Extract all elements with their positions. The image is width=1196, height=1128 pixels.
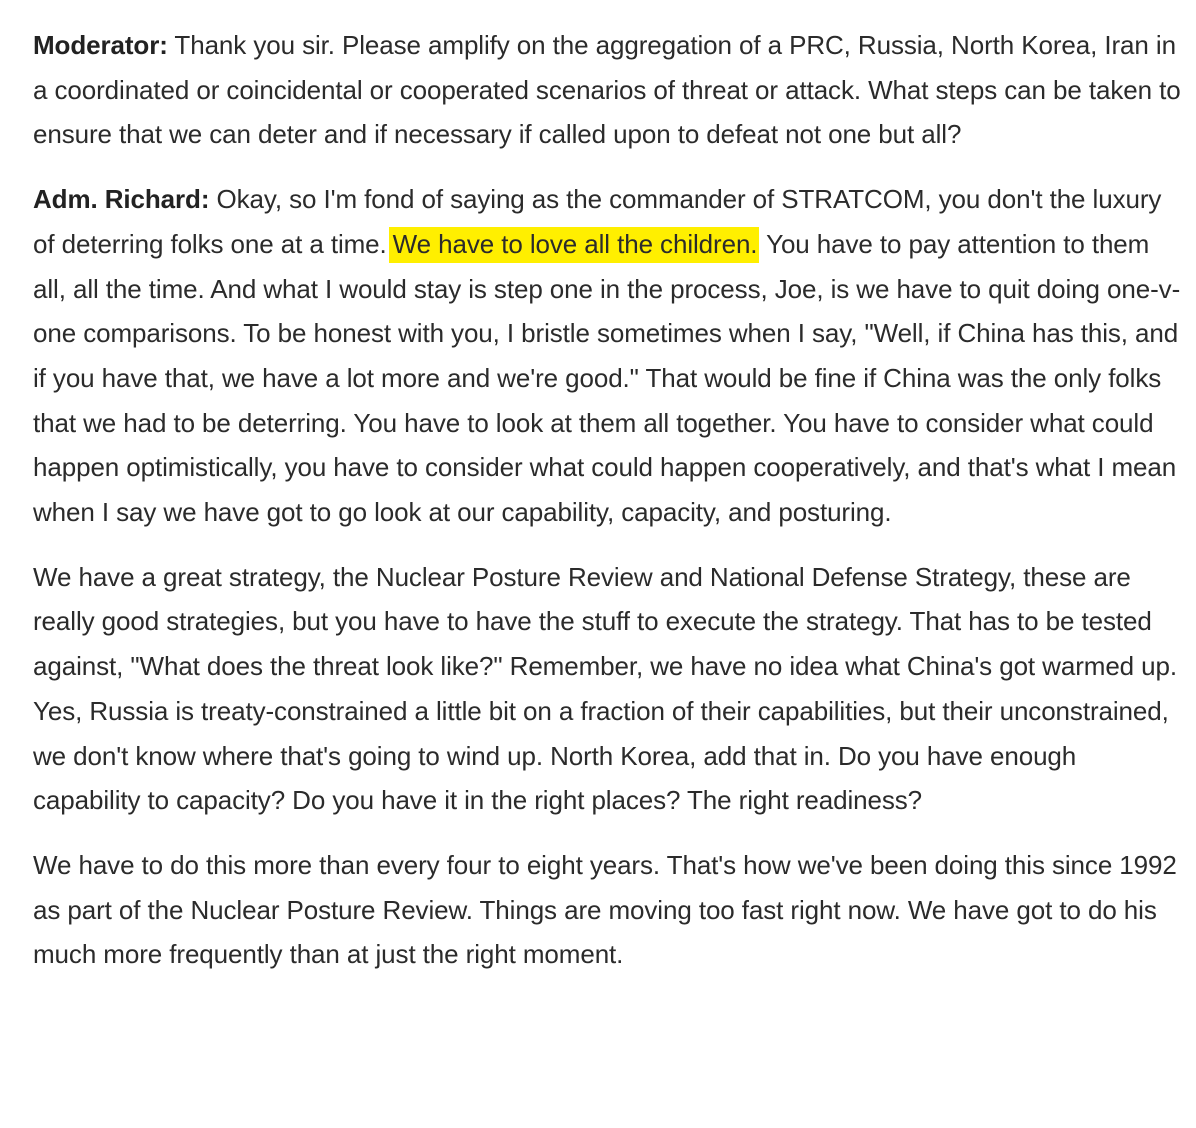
richard-text-after-highlight: You have to pay attention to them all, all the time. And what I would stay is step one in the process, Joe, is we have to quit doing one-v-one comparisons. To be honest with you, I bristle sometimes when I say, "Well, if China has this, and if you have that, we have a lot more and we're good." That would be fine if China was the only folks that we had to be deterring. You have to look at them all together. You have to consider what could happen optimistically, you have to consider what could happen cooperatively, and that's what I mean when I say we have got to go look at our capability, capacity, and posturing. xyxy=(33,228,1181,528)
richard-paragraph-2 xyxy=(33,555,1181,823)
richard-paragraph-1 xyxy=(33,177,1181,535)
speaker-moderator: Moderator: xyxy=(33,30,168,60)
richard-strategy-text: We have a great strategy, the Nuclear Posture Review and National Defense Strategy, these are really good strategies, but you have to have the stuff to execute the strategy. That has to be tested against, "What does the threat look like?" Remember, we have no idea what China's got warmed up. Yes, Russia is treaty-constrained a little bit on a fraction of their capabilities, but their unconstrained, we don't know where that's going to wind up. North Korea, add that in. Do you have enough capability to capacity? Do you have it in the right places? The right readiness? xyxy=(33,561,1178,816)
moderator-question-text: Thank you sir. Please amplify on the aggregation of a PRC, Russia, North Korea, Iran in a coordinated or coincidental or cooperated scenarios of threat or attack. What steps can be taken to ensure that we can deter and if necessary if called upon to defeat not one but all? xyxy=(33,30,1181,150)
richard-text-before-highlight: Okay, so I'm fond of saying as the commander of STRATCOM, you don't the luxury of deterring folks one at a time. xyxy=(33,184,1162,259)
richard-frequency-text: We have to do this more than every four to eight years. That's how we've been doing this since 1992 as part of the Nuclear Posture Review. Things are moving too fast right now. We have got to do his much more frequently than at just the right moment. xyxy=(33,849,1177,970)
transcript-body xyxy=(33,23,1181,997)
richard-paragraph-3 xyxy=(33,843,1181,977)
moderator-paragraph xyxy=(33,23,1181,157)
highlighted-quote: We have to love all the children. xyxy=(389,227,760,263)
speaker-adm-richard: Adm. Richard: xyxy=(33,184,210,215)
